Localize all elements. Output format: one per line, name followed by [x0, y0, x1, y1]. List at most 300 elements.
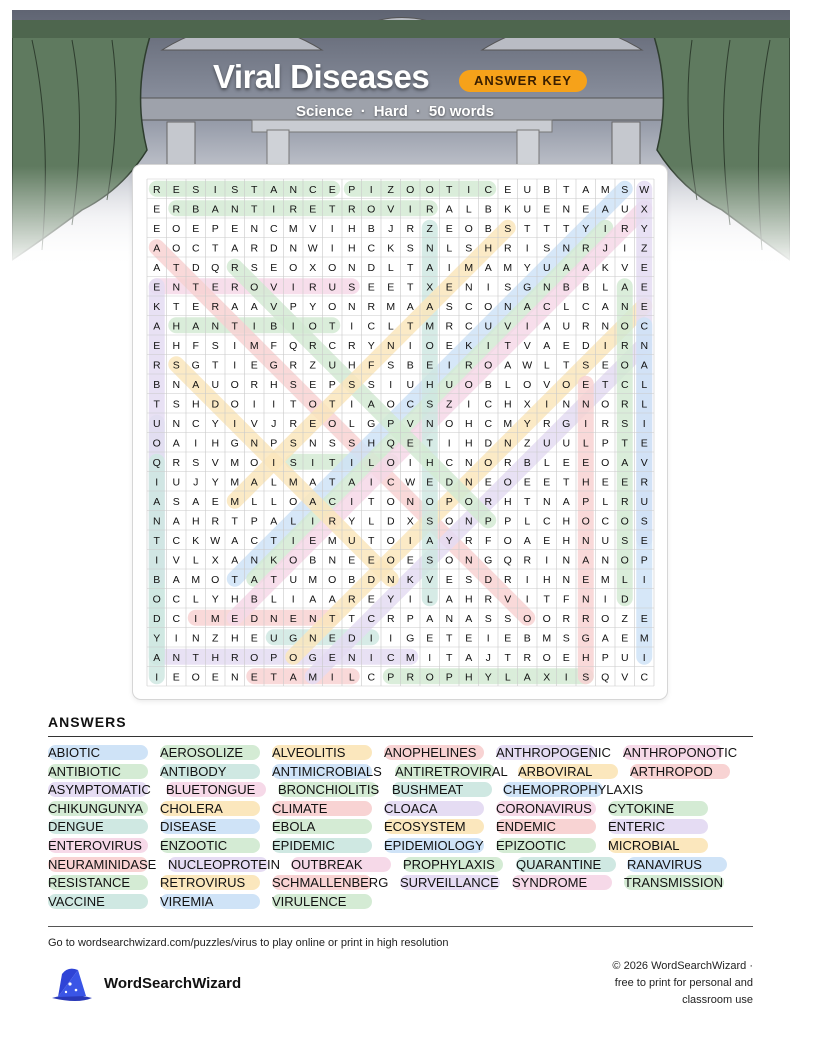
grid-letter[interactable]: E: [250, 359, 258, 372]
grid-letter[interactable]: H: [347, 359, 356, 372]
grid-letter[interactable]: N: [601, 554, 610, 567]
grid-letter[interactable]: D: [211, 398, 220, 411]
grid-letter[interactable]: E: [172, 671, 180, 684]
grid-letter[interactable]: R: [425, 203, 434, 216]
grid-letter[interactable]: O: [211, 573, 220, 586]
grid-letter[interactable]: B: [153, 378, 161, 391]
grid-letter[interactable]: U: [523, 203, 532, 216]
grid-letter[interactable]: K: [270, 554, 278, 567]
grid-letter[interactable]: K: [601, 261, 609, 274]
grid-letter[interactable]: V: [387, 203, 395, 216]
grid-letter[interactable]: N: [581, 593, 590, 606]
grid-letter[interactable]: H: [425, 456, 434, 469]
grid-letter[interactable]: L: [192, 554, 199, 567]
grid-letter[interactable]: I: [213, 183, 217, 196]
grid-letter[interactable]: A: [426, 612, 434, 625]
grid-letter[interactable]: C: [367, 612, 376, 625]
grid-letter[interactable]: E: [211, 671, 219, 684]
grid-letter[interactable]: C: [542, 300, 551, 313]
grid-letter[interactable]: A: [621, 456, 629, 469]
grid-letter[interactable]: E: [367, 554, 375, 567]
grid-letter[interactable]: N: [601, 320, 610, 333]
grid-letter[interactable]: R: [620, 222, 629, 235]
grid-letter[interactable]: A: [484, 261, 492, 274]
grid-letter[interactable]: N: [445, 612, 454, 625]
grid-letter[interactable]: I: [350, 456, 354, 469]
grid-letter[interactable]: E: [426, 476, 434, 489]
grid-letter[interactable]: T: [524, 495, 531, 508]
grid-letter[interactable]: I: [194, 437, 198, 450]
grid-letter[interactable]: A: [582, 261, 590, 274]
grid-letter[interactable]: R: [172, 456, 181, 469]
grid-letter[interactable]: N: [406, 495, 415, 508]
grid-letter[interactable]: A: [309, 476, 317, 489]
grid-letter[interactable]: N: [347, 261, 356, 274]
grid-letter[interactable]: L: [641, 378, 648, 391]
grid-letter[interactable]: Q: [386, 437, 395, 450]
grid-letter[interactable]: I: [486, 632, 490, 645]
grid-letter[interactable]: P: [445, 671, 453, 684]
grid-letter[interactable]: D: [484, 573, 493, 586]
grid-letter[interactable]: H: [464, 417, 473, 430]
grid-letter[interactable]: Z: [212, 632, 219, 645]
grid-letter[interactable]: R: [620, 339, 629, 352]
grid-letter[interactable]: H: [542, 573, 551, 586]
grid-letter[interactable]: J: [271, 417, 277, 430]
grid-letter[interactable]: L: [524, 515, 531, 528]
grid-letter[interactable]: O: [445, 515, 454, 528]
grid-letter[interactable]: A: [465, 651, 473, 664]
grid-letter[interactable]: A: [601, 203, 609, 216]
grid-letter[interactable]: I: [467, 183, 471, 196]
grid-letter[interactable]: W: [405, 476, 416, 489]
grid-letter[interactable]: X: [406, 515, 414, 528]
grid-letter[interactable]: Z: [621, 612, 628, 625]
grid-letter[interactable]: E: [309, 378, 317, 391]
grid-letter[interactable]: T: [504, 339, 511, 352]
grid-letter[interactable]: L: [270, 495, 277, 508]
grid-letter[interactable]: A: [309, 495, 317, 508]
grid-letter[interactable]: T: [153, 398, 160, 411]
grid-letter[interactable]: O: [308, 398, 317, 411]
grid-letter[interactable]: N: [250, 554, 259, 567]
grid-letter[interactable]: V: [640, 456, 648, 469]
grid-letter[interactable]: P: [484, 515, 492, 528]
grid-letter[interactable]: I: [564, 671, 568, 684]
grid-letter[interactable]: B: [484, 222, 492, 235]
grid-letter[interactable]: N: [562, 554, 571, 567]
grid-letter[interactable]: S: [504, 612, 512, 625]
grid-letter[interactable]: M: [600, 573, 610, 586]
grid-letter[interactable]: S: [426, 515, 434, 528]
grid-letter[interactable]: U: [328, 359, 337, 372]
grid-letter[interactable]: S: [348, 281, 356, 294]
grid-letter[interactable]: E: [367, 281, 375, 294]
grid-letter[interactable]: N: [191, 632, 200, 645]
grid-letter[interactable]: I: [525, 573, 529, 586]
grid-letter[interactable]: E: [562, 651, 570, 664]
grid-letter[interactable]: O: [230, 378, 239, 391]
grid-letter[interactable]: N: [425, 417, 434, 430]
grid-letter[interactable]: P: [445, 495, 453, 508]
grid-letter[interactable]: M: [327, 534, 337, 547]
grid-letter[interactable]: X: [640, 203, 648, 216]
grid-letter[interactable]: O: [289, 495, 298, 508]
grid-letter[interactable]: I: [272, 456, 276, 469]
grid-letter[interactable]: P: [601, 651, 609, 664]
grid-letter[interactable]: I: [408, 593, 412, 606]
grid-letter[interactable]: L: [251, 495, 258, 508]
grid-letter[interactable]: G: [230, 437, 239, 450]
grid-letter[interactable]: S: [231, 183, 239, 196]
grid-letter[interactable]: O: [386, 456, 395, 469]
grid-letter[interactable]: T: [192, 651, 199, 664]
grid-letter[interactable]: E: [484, 476, 492, 489]
grid-letter[interactable]: O: [367, 203, 376, 216]
grid-letter[interactable]: R: [289, 203, 298, 216]
grid-letter[interactable]: O: [601, 456, 610, 469]
grid-letter[interactable]: R: [152, 183, 161, 196]
grid-letter[interactable]: O: [620, 554, 629, 567]
grid-letter[interactable]: S: [289, 437, 297, 450]
grid-letter[interactable]: G: [406, 632, 415, 645]
grid-letter[interactable]: T: [329, 203, 336, 216]
grid-letter[interactable]: L: [426, 593, 433, 606]
grid-letter[interactable]: E: [582, 456, 590, 469]
grid-letter[interactable]: N: [464, 476, 473, 489]
grid-letter[interactable]: B: [484, 203, 492, 216]
grid-letter[interactable]: O: [328, 300, 337, 313]
grid-letter[interactable]: A: [601, 300, 609, 313]
grid-letter[interactable]: M: [600, 183, 610, 196]
grid-letter[interactable]: I: [545, 398, 549, 411]
grid-letter[interactable]: I: [642, 417, 646, 430]
grid-letter[interactable]: L: [504, 671, 511, 684]
grid-letter[interactable]: C: [386, 476, 395, 489]
grid-letter[interactable]: I: [603, 222, 607, 235]
grid-letter[interactable]: W: [639, 183, 650, 196]
grid-letter[interactable]: S: [192, 183, 200, 196]
grid-letter[interactable]: O: [425, 183, 434, 196]
grid-letter[interactable]: K: [387, 242, 395, 255]
grid-letter[interactable]: I: [408, 456, 412, 469]
grid-letter[interactable]: A: [289, 671, 297, 684]
grid-letter[interactable]: T: [368, 534, 375, 547]
grid-letter[interactable]: E: [426, 359, 434, 372]
grid-letter[interactable]: A: [582, 554, 590, 567]
grid-letter[interactable]: H: [172, 339, 181, 352]
grid-letter[interactable]: I: [272, 203, 276, 216]
grid-letter[interactable]: I: [233, 339, 237, 352]
grid-letter[interactable]: Z: [446, 398, 453, 411]
grid-letter[interactable]: V: [543, 378, 551, 391]
grid-letter[interactable]: T: [329, 456, 336, 469]
grid-letter[interactable]: I: [389, 632, 393, 645]
grid-letter[interactable]: V: [426, 573, 434, 586]
grid-letter[interactable]: I: [350, 495, 354, 508]
grid-letter[interactable]: C: [367, 320, 376, 333]
grid-letter[interactable]: O: [484, 300, 493, 313]
grid-letter[interactable]: D: [484, 437, 493, 450]
grid-letter[interactable]: C: [581, 300, 590, 313]
grid-letter[interactable]: C: [464, 320, 473, 333]
grid-letter[interactable]: E: [640, 612, 648, 625]
grid-letter[interactable]: O: [601, 398, 610, 411]
grid-letter[interactable]: A: [231, 300, 239, 313]
grid-letter[interactable]: N: [581, 534, 590, 547]
grid-letter[interactable]: H: [425, 378, 434, 391]
grid-letter[interactable]: L: [348, 671, 355, 684]
grid-letter[interactable]: O: [484, 456, 493, 469]
grid-letter[interactable]: O: [464, 495, 473, 508]
grid-letter[interactable]: U: [152, 417, 161, 430]
grid-letter[interactable]: L: [602, 495, 609, 508]
grid-letter[interactable]: L: [387, 320, 394, 333]
grid-letter[interactable]: A: [465, 612, 473, 625]
grid-letter[interactable]: Q: [601, 671, 610, 684]
grid-letter[interactable]: N: [386, 573, 395, 586]
grid-letter[interactable]: F: [368, 359, 375, 372]
grid-letter[interactable]: B: [523, 456, 531, 469]
grid-letter[interactable]: F: [192, 339, 199, 352]
grid-letter[interactable]: A: [640, 359, 648, 372]
grid-letter[interactable]: N: [289, 183, 298, 196]
grid-letter[interactable]: N: [503, 437, 512, 450]
grid-letter[interactable]: I: [525, 242, 529, 255]
grid-letter[interactable]: A: [543, 320, 551, 333]
grid-letter[interactable]: H: [172, 320, 181, 333]
grid-letter[interactable]: T: [153, 534, 160, 547]
grid-letter[interactable]: R: [289, 417, 298, 430]
grid-letter[interactable]: A: [192, 378, 200, 391]
grid-letter[interactable]: E: [562, 456, 570, 469]
grid-letter[interactable]: I: [603, 339, 607, 352]
grid-letter[interactable]: O: [328, 573, 337, 586]
grid-letter[interactable]: U: [347, 534, 356, 547]
grid-letter[interactable]: S: [465, 573, 473, 586]
grid-letter[interactable]: R: [308, 339, 317, 352]
grid-letter[interactable]: J: [602, 242, 608, 255]
grid-letter[interactable]: A: [172, 437, 180, 450]
grid-letter[interactable]: P: [582, 495, 590, 508]
grid-letter[interactable]: I: [194, 612, 198, 625]
grid-letter[interactable]: E: [387, 281, 395, 294]
grid-letter[interactable]: B: [153, 573, 161, 586]
grid-letter[interactable]: I: [623, 242, 627, 255]
grid-letter[interactable]: O: [601, 612, 610, 625]
grid-letter[interactable]: A: [172, 573, 180, 586]
grid-letter[interactable]: F: [270, 339, 277, 352]
grid-letter[interactable]: O: [191, 671, 200, 684]
grid-letter[interactable]: T: [192, 281, 199, 294]
grid-letter[interactable]: N: [230, 203, 239, 216]
grid-letter[interactable]: M: [503, 417, 513, 430]
grid-letter[interactable]: C: [172, 612, 181, 625]
grid-letter[interactable]: D: [445, 476, 454, 489]
grid-letter[interactable]: A: [504, 359, 512, 372]
grid-letter[interactable]: T: [212, 359, 219, 372]
grid-letter[interactable]: M: [308, 573, 318, 586]
grid-letter[interactable]: V: [406, 417, 414, 430]
grid-letter[interactable]: N: [562, 203, 571, 216]
grid-letter[interactable]: V: [270, 300, 278, 313]
grid-letter[interactable]: V: [504, 320, 512, 333]
grid-letter[interactable]: T: [602, 378, 609, 391]
grid-letter[interactable]: G: [367, 417, 376, 430]
grid-letter[interactable]: M: [425, 320, 435, 333]
grid-letter[interactable]: O: [464, 222, 473, 235]
grid-letter[interactable]: M: [288, 222, 298, 235]
grid-letter[interactable]: O: [172, 222, 181, 235]
grid-letter[interactable]: H: [367, 437, 376, 450]
grid-letter[interactable]: C: [542, 515, 551, 528]
grid-letter[interactable]: N: [562, 242, 571, 255]
grid-letter[interactable]: S: [387, 359, 395, 372]
grid-letter[interactable]: R: [640, 476, 649, 489]
grid-letter[interactable]: A: [153, 261, 161, 274]
grid-letter[interactable]: S: [348, 437, 356, 450]
grid-letter[interactable]: G: [269, 359, 278, 372]
grid-letter[interactable]: E: [309, 203, 317, 216]
grid-letter[interactable]: T: [407, 320, 414, 333]
grid-letter[interactable]: F: [563, 593, 570, 606]
grid-letter[interactable]: S: [250, 261, 258, 274]
grid-letter[interactable]: A: [367, 398, 375, 411]
grid-letter[interactable]: L: [641, 398, 648, 411]
grid-letter[interactable]: I: [369, 632, 373, 645]
grid-letter[interactable]: S: [328, 437, 336, 450]
grid-letter[interactable]: E: [601, 359, 609, 372]
grid-letter[interactable]: R: [484, 593, 493, 606]
grid-letter[interactable]: M: [405, 651, 415, 664]
grid-letter[interactable]: S: [172, 495, 180, 508]
grid-letter[interactable]: E: [543, 203, 551, 216]
grid-letter[interactable]: I: [155, 476, 159, 489]
grid-letter[interactable]: H: [581, 651, 590, 664]
grid-letter[interactable]: N: [211, 320, 220, 333]
grid-letter[interactable]: T: [563, 359, 570, 372]
grid-letter[interactable]: A: [153, 495, 161, 508]
grid-letter[interactable]: C: [445, 456, 454, 469]
grid-letter[interactable]: E: [406, 554, 414, 567]
grid-letter[interactable]: V: [621, 261, 629, 274]
grid-letter[interactable]: H: [230, 632, 239, 645]
grid-letter[interactable]: L: [290, 515, 297, 528]
grid-letter[interactable]: R: [328, 515, 337, 528]
grid-letter[interactable]: T: [231, 515, 238, 528]
grid-letter[interactable]: R: [503, 456, 512, 469]
grid-letter[interactable]: H: [562, 534, 571, 547]
grid-letter[interactable]: I: [252, 398, 256, 411]
grid-letter[interactable]: X: [426, 281, 434, 294]
grid-letter[interactable]: O: [386, 554, 395, 567]
grid-letter[interactable]: E: [328, 651, 336, 664]
grid-letter[interactable]: Q: [289, 339, 298, 352]
grid-letter[interactable]: Q: [503, 554, 512, 567]
grid-letter[interactable]: A: [562, 495, 570, 508]
grid-letter[interactable]: A: [211, 203, 219, 216]
grid-letter[interactable]: I: [545, 554, 549, 567]
grid-letter[interactable]: O: [308, 320, 317, 333]
grid-letter[interactable]: I: [252, 320, 256, 333]
grid-letter[interactable]: N: [581, 398, 590, 411]
grid-letter[interactable]: T: [407, 261, 414, 274]
grid-letter[interactable]: A: [445, 203, 453, 216]
grid-letter[interactable]: R: [581, 242, 590, 255]
grid-letter[interactable]: E: [582, 378, 590, 391]
grid-letter[interactable]: A: [172, 515, 180, 528]
grid-letter[interactable]: E: [523, 476, 531, 489]
grid-letter[interactable]: T: [251, 183, 258, 196]
grid-letter[interactable]: I: [233, 359, 237, 372]
grid-letter[interactable]: R: [250, 242, 259, 255]
grid-letter[interactable]: T: [543, 593, 550, 606]
grid-letter[interactable]: O: [620, 359, 629, 372]
grid-letter[interactable]: X: [211, 554, 219, 567]
grid-letter[interactable]: I: [525, 320, 529, 333]
grid-letter[interactable]: N: [269, 612, 278, 625]
grid-letter[interactable]: Y: [367, 339, 375, 352]
grid-letter[interactable]: E: [309, 417, 317, 430]
grid-letter[interactable]: I: [525, 593, 529, 606]
grid-letter[interactable]: Y: [523, 261, 531, 274]
grid-letter[interactable]: P: [387, 417, 395, 430]
grid-letter[interactable]: N: [250, 437, 259, 450]
grid-letter[interactable]: E: [543, 476, 551, 489]
grid-letter[interactable]: E: [367, 593, 375, 606]
grid-letter[interactable]: D: [250, 612, 259, 625]
grid-letter[interactable]: R: [250, 378, 259, 391]
grid-letter[interactable]: U: [289, 573, 298, 586]
grid-letter[interactable]: Z: [426, 222, 433, 235]
grid-letter[interactable]: I: [330, 671, 334, 684]
footer-link[interactable]: Go to wordsearchwizard.com/puzzles/virus to play online or print in high resolution: [48, 937, 449, 949]
grid-letter[interactable]: E: [192, 222, 200, 235]
grid-letter[interactable]: O: [445, 417, 454, 430]
grid-letter[interactable]: H: [191, 398, 200, 411]
grid-letter[interactable]: A: [426, 534, 434, 547]
grid-letter[interactable]: T: [446, 651, 453, 664]
grid-letter[interactable]: A: [543, 339, 551, 352]
grid-letter[interactable]: K: [153, 300, 161, 313]
grid-letter[interactable]: I: [369, 651, 373, 664]
grid-letter[interactable]: R: [211, 515, 220, 528]
grid-letter[interactable]: Y: [309, 300, 317, 313]
grid-letter[interactable]: E: [504, 183, 512, 196]
grid-letter[interactable]: Y: [445, 534, 453, 547]
grid-letter[interactable]: A: [153, 651, 161, 664]
grid-letter[interactable]: E: [621, 476, 629, 489]
grid-letter[interactable]: I: [369, 476, 373, 489]
grid-letter[interactable]: S: [640, 515, 648, 528]
grid-letter[interactable]: O: [250, 651, 259, 664]
grid-letter[interactable]: F: [485, 534, 492, 547]
grid-letter[interactable]: T: [563, 183, 570, 196]
grid-letter[interactable]: E: [309, 534, 317, 547]
grid-letter[interactable]: T: [563, 476, 570, 489]
grid-letter[interactable]: N: [464, 554, 473, 567]
grid-letter[interactable]: O: [503, 476, 512, 489]
grid-letter[interactable]: C: [367, 242, 376, 255]
grid-letter[interactable]: I: [642, 651, 646, 664]
grid-letter[interactable]: S: [484, 612, 492, 625]
grid-letter[interactable]: O: [425, 339, 434, 352]
grid-letter[interactable]: I: [291, 281, 295, 294]
grid-letter[interactable]: G: [191, 359, 200, 372]
grid-letter[interactable]: X: [309, 261, 317, 274]
grid-letter[interactable]: A: [523, 534, 531, 547]
grid-letter[interactable]: U: [562, 320, 571, 333]
